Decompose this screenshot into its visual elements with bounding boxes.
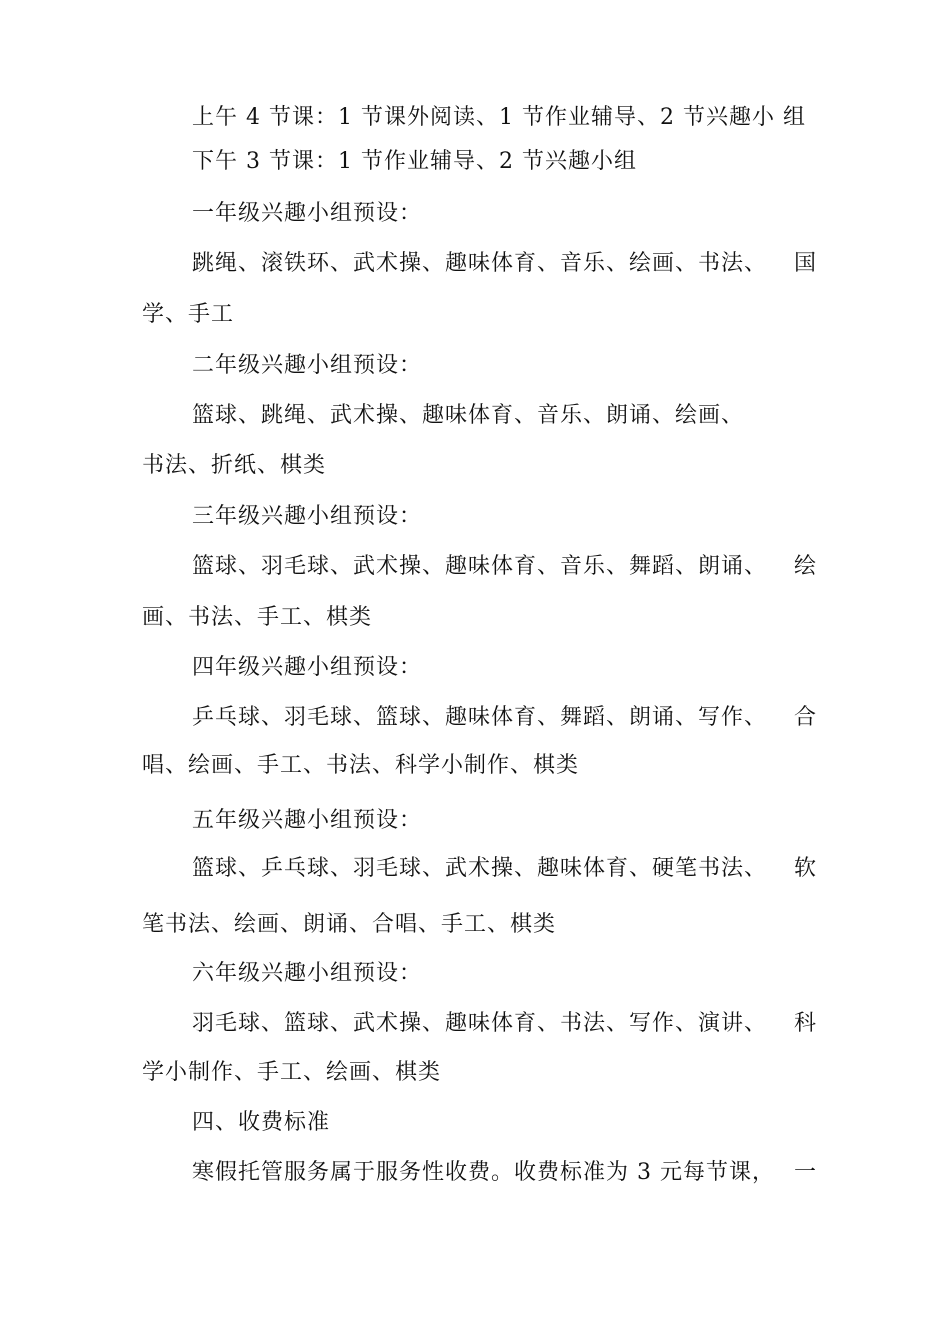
grade6-list-line2: 学小制作、手工、绘画、棋类: [142, 1060, 442, 1085]
grade4-list-line1-end: 合: [794, 705, 817, 730]
grade2-list-line2: 书法、折纸、棋类: [142, 453, 327, 478]
grade4-list-line2: 唱、绘画、手工、书法、科学小制作、棋类: [142, 753, 580, 778]
grade3-list-line1-end: 绘: [794, 554, 817, 579]
grade1-list-line1: 跳绳、滚铁环、武术操、趣味体育、音乐、绘画、书法、: [192, 251, 768, 276]
grade2-list-line1: 篮球、跳绳、武术操、趣味体育、音乐、朗诵、绘画、: [192, 403, 745, 428]
text-line-afternoon-schedule: 下午 3 节课：1 节作业辅导、2 节兴趣小组: [192, 149, 637, 174]
text-line-morning-schedule: 上午 4 节课：1 节课外阅读、1 节作业辅导、2 节兴趣小 组: [192, 105, 806, 130]
grade1-list-line2: 学、手工: [142, 302, 235, 327]
grade1-list-line1-end: 国: [794, 251, 817, 276]
grade3-heading: 三年级兴趣小组预设：: [192, 504, 423, 529]
grade4-heading: 四年级兴趣小组预设：: [192, 655, 423, 680]
grade3-list-line1: 篮球、羽毛球、武术操、趣味体育、音乐、舞蹈、朗诵、: [192, 554, 768, 579]
grade6-list-line1: 羽毛球、篮球、武术操、趣味体育、书法、写作、演讲、: [192, 1011, 768, 1036]
grade6-list-line1-end: 科: [794, 1011, 817, 1036]
grade5-list-line1: 篮球、乒乓球、羽毛球、武术操、趣味体育、硬笔书法、: [192, 856, 768, 881]
fees-paragraph-line1-end: 一: [794, 1160, 817, 1185]
grade6-heading: 六年级兴趣小组预设：: [192, 961, 423, 986]
grade2-heading: 二年级兴趣小组预设：: [192, 353, 423, 378]
grade3-list-line2: 画、书法、手工、棋类: [142, 605, 373, 630]
grade5-heading: 五年级兴趣小组预设：: [192, 808, 423, 833]
grade5-list-line2: 笔书法、绘画、朗诵、合唱、手工、棋类: [142, 912, 557, 937]
fees-paragraph-line1: 寒假托管服务属于服务性收费。收费标准为 3 元每节课，: [192, 1160, 775, 1185]
grade5-list-line1-end: 软: [794, 856, 817, 881]
section-heading-fees: 四、收费标准: [192, 1110, 331, 1135]
grade1-heading: 一年级兴趣小组预设：: [192, 201, 423, 226]
grade4-list-line1: 乒乓球、羽毛球、篮球、趣味体育、舞蹈、朗诵、写作、: [192, 705, 768, 730]
